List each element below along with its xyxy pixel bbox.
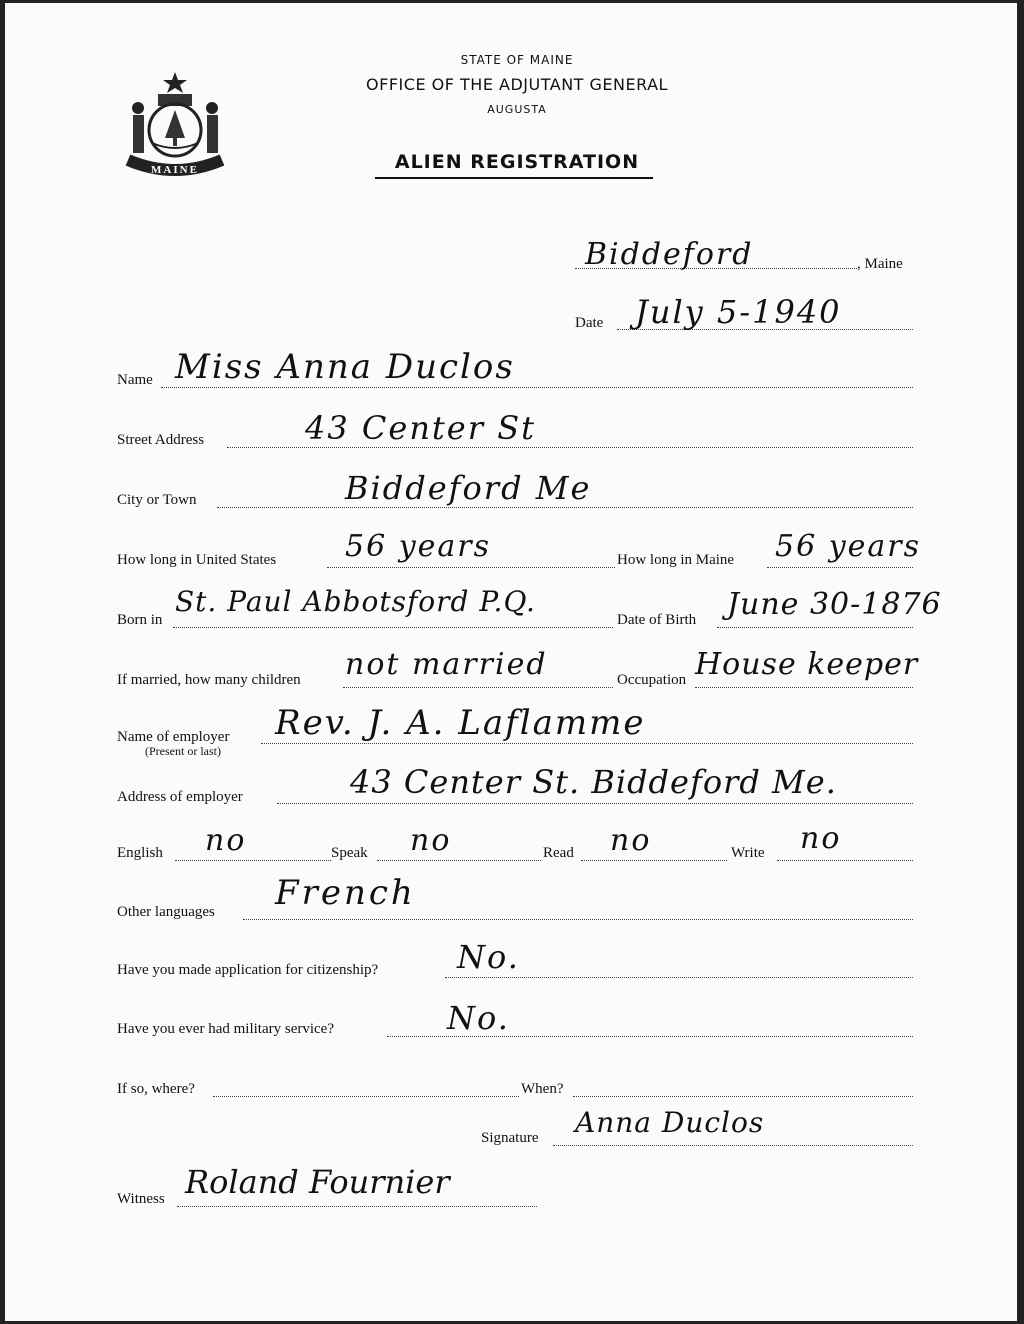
- city-line: [217, 507, 913, 508]
- date-value: July 5-1940: [635, 293, 842, 331]
- name-label: Name: [117, 372, 153, 388]
- signature-line: [553, 1145, 913, 1146]
- signature-label: Signature: [481, 1130, 539, 1146]
- employer-sublabel: (Present or last): [145, 744, 221, 758]
- place-suffix: , Maine: [857, 256, 903, 272]
- english-value: no: [205, 823, 247, 858]
- dob-line: [717, 627, 913, 628]
- employer-address-value: 43 Center St. Biddeford Me.: [350, 763, 837, 801]
- registration-form: [5, 3, 1017, 1321]
- us-years-line: [327, 567, 615, 568]
- when-line: [573, 1096, 913, 1097]
- born-line: [173, 627, 613, 628]
- write-value: no: [800, 821, 842, 856]
- speak-value: no: [410, 823, 452, 858]
- signature-value: Anna Duclos: [575, 1106, 765, 1139]
- children-value: not married: [345, 647, 548, 682]
- where-label: If so, where?: [117, 1081, 195, 1097]
- other-languages-label: Other languages: [117, 904, 215, 920]
- witness-line: [177, 1206, 537, 1207]
- read-label: Read: [543, 845, 574, 861]
- street-line: [227, 447, 913, 448]
- citizenship-label: Have you made application for citizenship?: [117, 962, 379, 978]
- maine-years-label: How long in Maine: [617, 552, 735, 568]
- write-label: Write: [731, 845, 765, 861]
- occupation-value: House keeper: [695, 647, 919, 682]
- employer-label: Name of employer: [117, 729, 230, 745]
- born-label: Born in: [117, 612, 163, 628]
- name-value: Miss Anna Duclos: [175, 347, 515, 387]
- maine-years-value: 56 years: [775, 529, 922, 564]
- speak-label: Speak: [331, 845, 368, 861]
- witness-value: Roland Fournier: [185, 1163, 450, 1201]
- dob-value: June 30-1876: [727, 587, 942, 622]
- employer-line: [261, 743, 913, 744]
- us-years-label: How long in United States: [117, 552, 277, 568]
- city-label: City or Town: [117, 492, 197, 508]
- title-underline: [375, 177, 653, 179]
- form-title: ALIEN REGISTRATION: [394, 151, 640, 173]
- maine-years-line: [767, 567, 913, 568]
- military-label: Have you ever had military service?: [117, 1021, 334, 1037]
- city-value: Biddeford Me: [345, 469, 592, 507]
- header-city: AUGUSTA: [487, 103, 547, 116]
- read-value: no: [610, 823, 652, 858]
- other-languages-value: French: [275, 873, 416, 913]
- read-line: [581, 860, 727, 861]
- dob-label: Date of Birth: [617, 612, 697, 628]
- military-value: No.: [447, 999, 510, 1037]
- employer-address-label: Address of employer: [117, 789, 243, 805]
- seal-ribbon-text: MAINE: [151, 164, 199, 176]
- other-languages-line: [243, 919, 913, 920]
- children-line: [343, 687, 613, 688]
- witness-label: Witness: [117, 1191, 165, 1207]
- header-state: STATE OF MAINE: [460, 53, 574, 67]
- street-label: Street Address: [117, 432, 205, 448]
- when-label: When?: [521, 1081, 564, 1097]
- write-line: [777, 860, 913, 861]
- occupation-label: Occupation: [617, 672, 687, 688]
- born-value: St. Paul Abbotsford P.Q.: [175, 585, 536, 618]
- place-value: Biddeford: [585, 237, 754, 272]
- employer-value: Rev. J. A. Laflamme: [275, 703, 646, 743]
- citizenship-value: No.: [457, 938, 520, 976]
- english-line: [175, 860, 331, 861]
- speak-line: [377, 860, 541, 861]
- header-office: OFFICE OF THE ADJUTANT GENERAL: [366, 75, 668, 94]
- children-label: If married, how many children: [117, 672, 301, 688]
- name-line: [161, 387, 913, 388]
- where-line: [213, 1096, 519, 1097]
- street-value: 43 Center St: [305, 409, 536, 447]
- occupation-line: [695, 687, 913, 688]
- us-years-value: 56 years: [345, 529, 492, 564]
- employer-address-line: [277, 803, 913, 804]
- date-label: Date: [575, 315, 604, 331]
- english-label: English: [117, 845, 163, 861]
- citizenship-line: [445, 977, 913, 978]
